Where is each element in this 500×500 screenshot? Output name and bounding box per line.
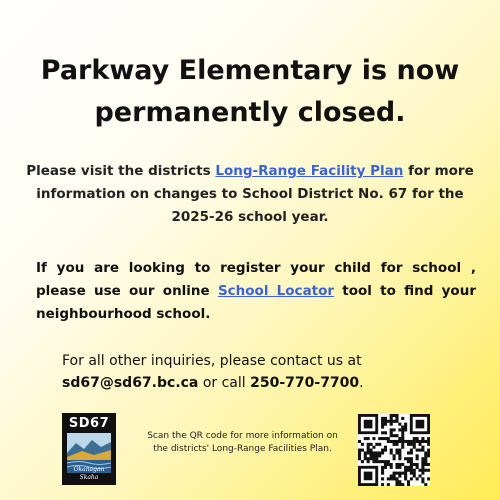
facility-plan-paragraph [20,160,480,229]
facility-text-before: Please visit the districts [26,163,216,179]
qr-code-icon[interactable] [358,414,430,486]
logo-title: SD67 [68,416,110,431]
contact-phone[interactable]: 250-770-7700 [250,375,360,391]
school-locator-link[interactable]: School Locator [217,283,335,299]
facility-plan-link[interactable]: Long-Range Facility Plan [215,163,404,179]
contact-text-middle: or call [198,375,251,391]
headline-line-2: permanently closed. [94,97,406,128]
headline-line-1: Parkway Elementary is now [40,55,460,86]
contact-text-before: For all other inquiries, please contact us at [62,353,362,369]
facility-text-after: for more information on changes to School District No. 67 for the 2025-26 school year. [36,163,474,225]
contact-paragraph [62,350,472,394]
sd67-logo-icon [62,413,116,485]
headline [0,50,500,134]
register-text-after: tool to find your neighbourhood school. [36,283,476,322]
contact-text-after: . [359,375,364,391]
register-text-before: If you are looking to register your child for school , please use our online [36,260,476,299]
qr-caption: Scan the QR code for more information on the districts' Long-Range Facilities Plan. [147,431,338,454]
logo-subtitle: Okanagan Skaha [73,466,105,481]
contact-email[interactable]: sd67@sd67.bc.ca [62,375,199,391]
qr-code-graphic [358,414,430,486]
register-paragraph [36,257,476,326]
